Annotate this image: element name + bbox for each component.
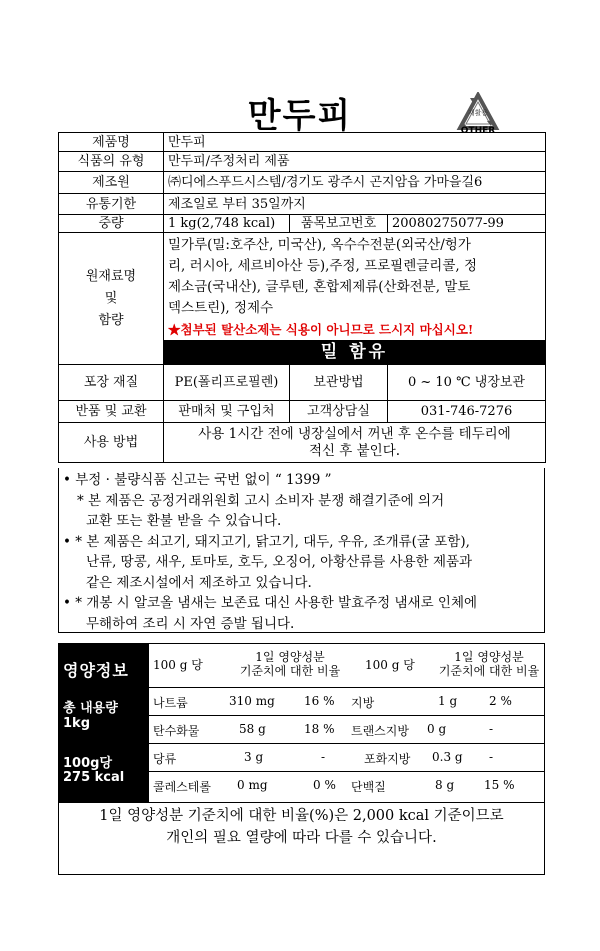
- col-daily-header-2: 1일 영양성분 기준치에 대한 비율: [438, 650, 540, 678]
- per-100g-label: 100g당: [63, 756, 112, 771]
- nutrition-row: 콜레스테롤 0 mg 0 % 단백질 8 g 15 %: [149, 771, 545, 800]
- nutrition-heading: 영양정보: [63, 661, 129, 680]
- expiry-value: 제조일로 부터 35일까지: [164, 194, 546, 215]
- food-type-value: 만두피/주정처리 제품: [164, 152, 546, 172]
- notice-line: 난류, 땅콩, 새우, 토마토, 호두, 오징어, 아황산류를 사용한 제품과: [86, 554, 473, 570]
- recycle-label: OTHER: [460, 126, 496, 136]
- packaging-value: PE(폴리프로필렌): [164, 365, 290, 401]
- product-name-value: 만두피: [164, 133, 546, 152]
- nutrition-footnote: 1일 영양성분 기준치에 대한 비율(%)은 2,000 kcal 기준이므로 개인의 필요 열량에 따라 다를 수 있습니다.: [58, 803, 545, 875]
- ingredients-label: 원재료명 및 함량: [59, 233, 164, 365]
- recycle-sub-label: 재활용: [467, 109, 489, 117]
- weight-value: 1 kg(2,748 kcal): [164, 215, 290, 233]
- notice-box: [58, 468, 545, 633]
- col-per-100g-header-2: 100 g 당: [365, 658, 415, 672]
- notice-line: • 부정 · 불량식품 신고는 국번 없이 “ 1399 ”: [63, 472, 332, 488]
- notice-line: 같은 제조시설에서 제조하고 있습니다.: [86, 574, 312, 591]
- per-100g-kcal: 275 kcal: [63, 770, 125, 785]
- col-daily-header-1: 1일 영양성분 기준치에 대한 비율: [239, 650, 341, 678]
- total-content-value: 1kg: [63, 716, 90, 731]
- nutrition-summary-panel: [59, 644, 149, 802]
- expiry-label: 유통기한: [59, 194, 164, 215]
- nutrition-row: 나트륨 310 mg 16 % 지방 1 g 2 %: [149, 687, 545, 716]
- notice-line: 무해하여 조리 시 자연 증발 됩니다.: [86, 615, 295, 632]
- notice-line: * 본 제품은 공정거래위원회 고시 소비자 분쟁 해결기준에 의거: [77, 492, 445, 509]
- return-place-value: 판매처 및 구입처: [164, 401, 290, 423]
- total-content-label: 총 내용량: [63, 701, 118, 716]
- report-no-value: 20080275077-99: [388, 215, 546, 233]
- packaging-label: 포장 재질: [59, 365, 164, 401]
- report-no-label: 품목보고번호: [290, 215, 388, 233]
- return-label: 반품 및 교환: [59, 401, 164, 423]
- notice-line: 교환 또는 환불 받을 수 있습니다.: [86, 513, 282, 529]
- product-info-table: [58, 132, 546, 463]
- consult-label: 고객상담실: [290, 401, 388, 423]
- notice-line: • * 개봉 시 알코올 냄새는 보존료 대신 사용한 발효주정 냄새로 인체에: [63, 595, 478, 611]
- weight-label: 중량: [59, 215, 164, 233]
- product-name-label: 제품명: [59, 133, 164, 152]
- storage-label: 보관방법: [290, 365, 388, 401]
- usage-label: 사용 방법: [59, 423, 164, 463]
- usage-value: 사용 1시간 전에 냉장실에서 꺼낸 후 온수를 테두리에 적신 후 붙인다.: [164, 423, 546, 463]
- nutrition-row: 탄수화물 58 g 18 % 트랜스지방 0 g -: [149, 715, 545, 744]
- col-per-100g-header-1: 100 g 당: [153, 658, 203, 672]
- ingredients-value: 밀가루(밀:호주산, 미국산), 옥수수전분(외국산/헝가 리, 러시아, 세르비아산 등),주정, 프로필렌글리콜, 정 제소금(국내산), 글루텐, 혼합제제류(산화전분, 말토 덱스트린), 정제수 ★첨부된 탈산소제는 식용이 아니므로 드시지 마십시오!: [164, 233, 546, 341]
- nutrition-row: 당류 3 g - 포화지방 0.3 g -: [149, 743, 545, 772]
- manufacturer-label: 제조원: [59, 172, 164, 194]
- manufacturer-value: ㈜디에스푸드시스템/경기도 광주시 곤지암읍 가마을길6: [164, 172, 546, 194]
- food-type-label: 식품의 유형: [59, 152, 164, 172]
- oxygen-absorber-warning: ★첨부된 탈산소제는 식용이 아니므로 드시지 마십시오!: [168, 322, 474, 337]
- phone-value: 031-746-7276: [388, 401, 546, 423]
- page-title: 만두피: [247, 96, 353, 136]
- nutrition-facts: [58, 643, 545, 803]
- storage-value: 0 ~ 10 ℃ 냉장보관: [388, 365, 546, 401]
- allergen-banner: 밀 함유: [164, 341, 546, 365]
- notice-line: • * 본 제품은 쇠고기, 돼지고기, 닭고기, 대두, 우유, 조개류(굴 포함),: [63, 533, 470, 550]
